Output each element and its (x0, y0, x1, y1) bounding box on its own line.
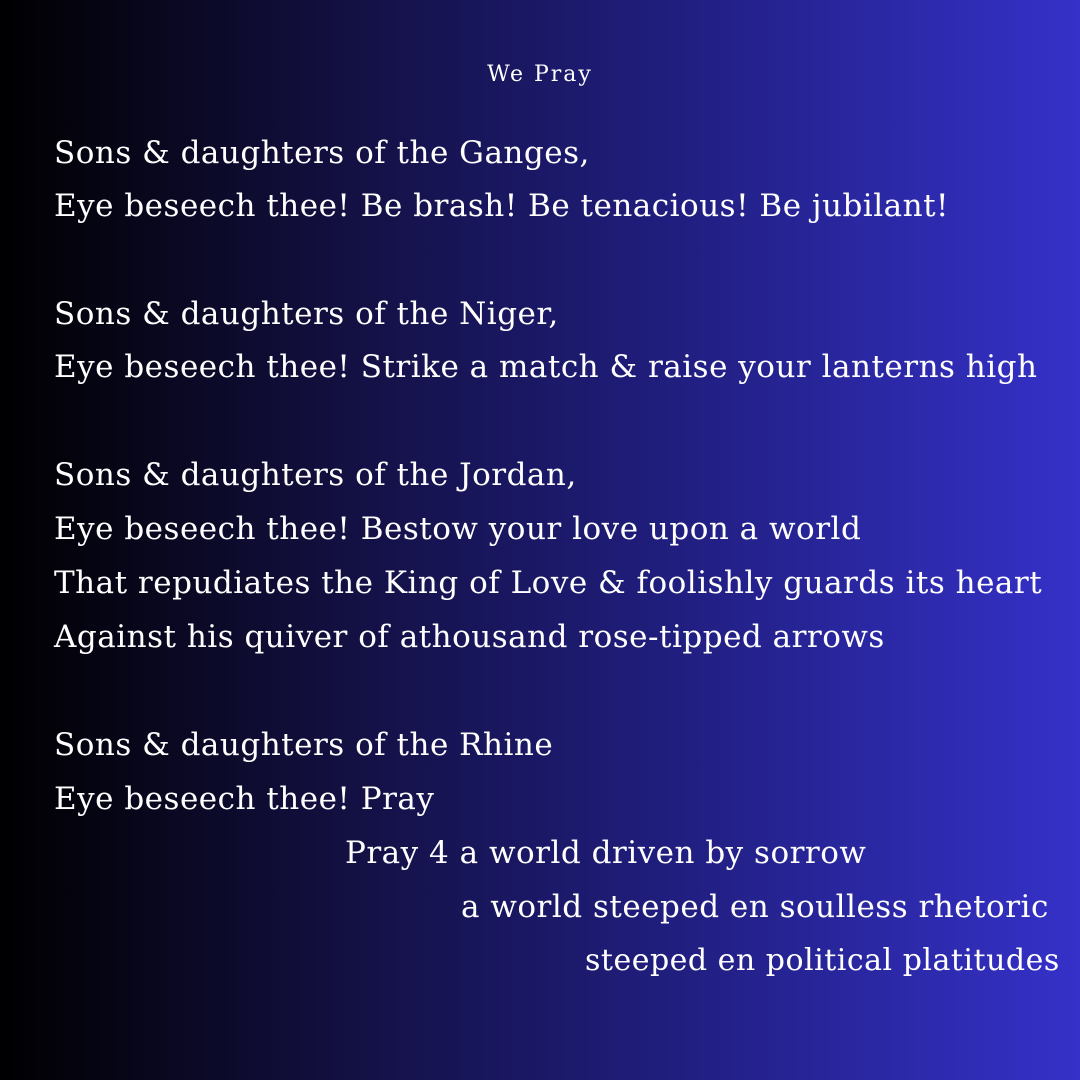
poem-line: Sons & daughters of the Niger, (54, 296, 559, 332)
poem-line: Eye beseech thee! Pray (54, 781, 435, 817)
poem-line: Sons & daughters of the Ganges, (54, 135, 590, 171)
poem-line: That repudiates the King of Love & foolishly guards its heart (54, 565, 1043, 601)
poem-line: a world steeped en soulless rhetoric (461, 889, 1049, 925)
poem-line: Eye beseech thee! Bestow your love upon a world (54, 511, 862, 547)
poem-line: Eye beseech thee! Be brash! Be tenacious! Be jubilant! (54, 188, 949, 224)
poem-title: We Pray (487, 62, 593, 87)
poem-line: Pray 4 a world driven by sorrow (345, 835, 867, 871)
poem-line: Eye beseech thee! Strike a match & raise your lanterns high (54, 349, 1038, 385)
poem-line: Sons & daughters of the Jordan, (54, 457, 577, 493)
poem-line: steeped en political platitudes (585, 943, 1060, 978)
poem-line: Against his quiver of athousand rose-tipped arrows (54, 619, 885, 655)
poem-line: Sons & daughters of the Rhine (54, 727, 554, 763)
